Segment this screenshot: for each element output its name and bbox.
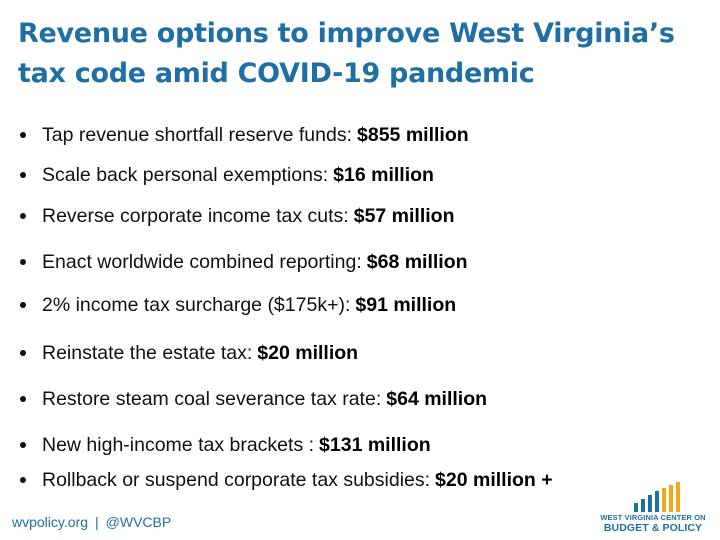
title-line-1: Revenue options to improve West Virginia’s	[18, 18, 675, 49]
item-value: $64 million	[386, 387, 488, 410]
list-item	[20, 247, 468, 277]
list-item	[20, 384, 487, 414]
twitter-handle-link[interactable]: @WVCBP	[105, 514, 172, 530]
bullet-icon	[20, 259, 26, 265]
item-value: $16 million	[333, 163, 434, 186]
item-label: Restore steam coal severance tax rate:	[42, 387, 382, 410]
footer	[12, 514, 171, 530]
list-item	[20, 160, 434, 190]
item-label: Enact worldwide combined reporting:	[42, 250, 362, 273]
item-value: $131 million	[319, 433, 431, 456]
logo-bars-icon	[634, 482, 684, 512]
wvcbp-logo	[592, 482, 714, 534]
item-label: Scale back personal exemptions:	[42, 163, 329, 186]
list-item	[20, 465, 553, 495]
list-item	[20, 290, 456, 320]
bullet-icon	[20, 477, 26, 483]
item-value: $20 million	[257, 341, 359, 364]
item-value: $57 million	[353, 204, 455, 227]
bullet-icon	[20, 396, 26, 402]
list-item	[20, 430, 431, 460]
bullet-icon	[20, 172, 26, 178]
bullet-icon	[20, 302, 26, 308]
item-value: $68 million	[366, 250, 468, 273]
item-label: Tap revenue shortfall reserve funds:	[42, 123, 353, 146]
item-label: New high-income tax brackets :	[42, 433, 315, 456]
list-item	[20, 201, 455, 231]
item-label: Reverse corporate income tax cuts:	[42, 204, 349, 227]
bullet-icon	[20, 213, 26, 219]
logo-text-line-2: BUDGET & POLICY	[603, 522, 703, 534]
item-label: Reinstate the estate tax:	[42, 341, 253, 364]
item-label: Rollback or suspend corporate tax subsidies:	[42, 468, 431, 491]
title-line-2: tax code amid COVID-19 pandemic	[18, 58, 535, 89]
bullet-icon	[20, 132, 26, 138]
list-item	[20, 338, 358, 368]
item-label: 2% income tax surcharge ($175k+):	[42, 293, 351, 316]
footer-separator: |	[95, 514, 99, 530]
item-value: $20 million +	[435, 468, 553, 491]
website-link[interactable]: wvpolicy.org	[12, 514, 88, 530]
page-title	[18, 14, 708, 94]
item-value: $855 million	[357, 123, 469, 146]
list-item	[20, 120, 469, 150]
bullet-icon	[20, 442, 26, 448]
bullet-icon	[20, 350, 26, 356]
logo-text-line-1: WEST VIRGINIA CENTER ON	[600, 513, 706, 522]
item-value: $91 million	[355, 293, 457, 316]
